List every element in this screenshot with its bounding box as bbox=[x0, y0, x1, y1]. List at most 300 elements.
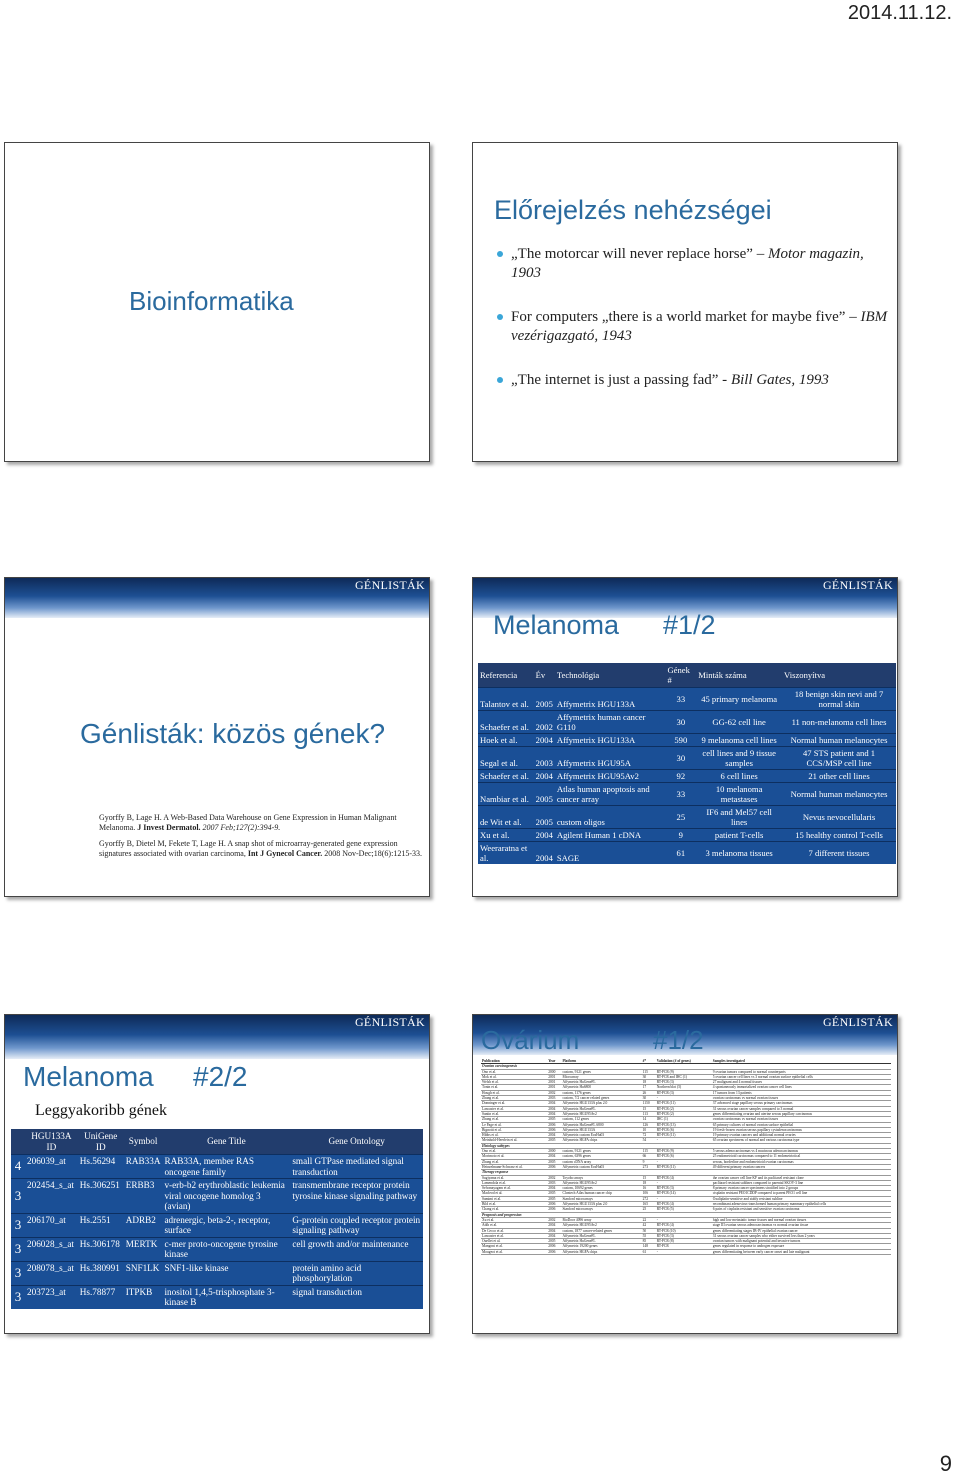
table-cell: custom cDNA array bbox=[561, 1159, 641, 1164]
slide-number-label: #1/2 bbox=[653, 1025, 704, 1055]
table-cell: 206039_at bbox=[25, 1155, 78, 1179]
table-cell: Segal et al. bbox=[478, 747, 534, 770]
table-cell: De Cecco et al. bbox=[481, 1228, 547, 1233]
table-cell: Xu et al. bbox=[481, 1217, 547, 1222]
table-cell: 2005 bbox=[547, 1196, 561, 1201]
header-band: GÉNLISTÁK bbox=[473, 1015, 897, 1055]
table-cell: GG-62 cell line bbox=[696, 711, 782, 734]
table-cell: Affymetrix HuGeneFL bbox=[561, 1106, 641, 1111]
table-cell: 15 bbox=[642, 1106, 656, 1111]
table-cell: Normal human melanocytes bbox=[782, 734, 896, 747]
table-row bbox=[11, 1285, 423, 1309]
table-cell: Affymetrix HGU133A plus 2.0 bbox=[561, 1101, 641, 1106]
table-cell: ERBB3 bbox=[124, 1179, 163, 1214]
table-cell: cisplatin resistant PEO1CDDP compared to parent PEO1 cell line bbox=[712, 1191, 891, 1196]
table-cell: 126 bbox=[642, 1122, 656, 1127]
table-cell: 2004 bbox=[547, 1186, 561, 1191]
table-cell: adrenergic, beta-2-, receptor, surface bbox=[162, 1213, 290, 1237]
table-cell: 2005 bbox=[547, 1117, 561, 1122]
reference-item: Gyorffy B, Lage H. A Web-Based Data Warehouse on Gene Expression in Human Malignant Melanoma. J Invest Dermatol. 2007 Feb;127(2):394-9. bbox=[99, 813, 397, 832]
column-header-blank bbox=[11, 1129, 25, 1155]
table-cell: 37 advanced stage papillary serous primary carcinomas bbox=[712, 1101, 891, 1106]
table-cell: - bbox=[656, 1096, 712, 1101]
slide-title: Génlisták: közös gének? bbox=[80, 718, 386, 749]
table-cell: RT-PCR (3) bbox=[656, 1080, 712, 1085]
table-cell: - bbox=[656, 1217, 712, 1222]
table-cell: 55 bbox=[642, 1233, 656, 1238]
table-cell: Normal human melanocytes bbox=[782, 783, 896, 806]
header-band: GÉNLISTÁK bbox=[5, 1015, 429, 1059]
table-cell: Affymetrix HGU133A plus 2.0 bbox=[561, 1202, 641, 1207]
table-cell: 2005 bbox=[547, 1159, 561, 1164]
table-cell: RT-PCR (13) bbox=[656, 1122, 712, 1127]
table-cell: 2004 bbox=[547, 1133, 561, 1138]
table-cell: Hibbs et al. bbox=[481, 1133, 547, 1138]
table-cell: 9 bbox=[665, 829, 696, 842]
slide-title: Melanoma bbox=[493, 610, 620, 640]
table-cell: the ovarian cancer cell line KF and its paclitaxel resistant clone bbox=[712, 1175, 891, 1180]
table-cell: 2004 bbox=[547, 1233, 561, 1238]
slide-bioinformatika bbox=[4, 142, 430, 462]
table-cell: 2003 bbox=[547, 1180, 561, 1185]
table-cell: IF6 and Mel57 cell lines bbox=[696, 806, 782, 829]
occurrence-count: 3 bbox=[11, 1179, 25, 1214]
table-cell: 2001 bbox=[547, 1074, 561, 1079]
table-cell: 9 melanoma cell lines bbox=[696, 734, 782, 747]
table-cell: RT-PCR (10) bbox=[656, 1228, 712, 1233]
table-cell: 65 primary cultures of normal ovarian surface epithelial bbox=[712, 1122, 891, 1127]
table-cell: Hs.306178 bbox=[78, 1237, 124, 1261]
table-cell: 2002 bbox=[547, 1217, 561, 1222]
bullet-icon bbox=[497, 251, 503, 257]
table-cell: 66 bbox=[642, 1154, 656, 1159]
table-cell: 2006 bbox=[547, 1249, 561, 1254]
table-cell: 2006 bbox=[547, 1244, 561, 1249]
table-cell: 206170_at bbox=[25, 1213, 78, 1237]
table-cell: 33 bbox=[665, 783, 696, 806]
table-cell: 2006 bbox=[547, 1202, 561, 1207]
table-cell: SNF1-like kinase bbox=[162, 1261, 290, 1285]
table-cell: 2004 bbox=[547, 1228, 561, 1233]
table-cell: 4 spontaneously immortalized ovarian cancer cell lines bbox=[712, 1085, 891, 1090]
table-cell: Zhang et al. bbox=[481, 1159, 547, 1164]
column-header: HGU133A ID bbox=[25, 1129, 78, 1155]
table-cell: 106 bbox=[642, 1191, 656, 1196]
table-cell: 2000 bbox=[547, 1069, 561, 1074]
table-cell: 18 bbox=[642, 1080, 656, 1085]
bullet-icon bbox=[497, 377, 503, 383]
table-cell: 1150 bbox=[642, 1101, 656, 1106]
table-cell: 273 bbox=[642, 1164, 656, 1169]
table-cell: Mok et al. bbox=[481, 1074, 547, 1079]
table-cell: 9 ovarian tumors compared to normal counterparts bbox=[712, 1069, 891, 1074]
table-cell: 5 ovarian cancer cell lines vs 3 normal ovarian surface epithelial cells bbox=[712, 1074, 891, 1079]
table-cell: 2004 bbox=[535, 771, 553, 781]
table-cell: RT-PCR (2) bbox=[656, 1106, 712, 1111]
table-cell: Hs.56294 bbox=[78, 1155, 124, 1179]
table-cell: RT-PCR (11) bbox=[656, 1133, 712, 1138]
table-cell: ovarian carcinomas vs normal ovarian tissues bbox=[712, 1096, 891, 1101]
table-row bbox=[478, 806, 896, 829]
table-cell: 18 bbox=[642, 1180, 656, 1185]
table-cell: 2005 bbox=[547, 1138, 561, 1143]
table-cell: small GTPase mediated signal transduction bbox=[290, 1155, 423, 1179]
table-cell: 165 bbox=[642, 1202, 656, 1207]
table-cell: RAB33A, member RAS oncogene family bbox=[162, 1155, 290, 1179]
table-cell: genes regulated in response to androgen exposure bbox=[712, 1244, 891, 1249]
reference-item: Gyorffy B, Dietel M, Fekete T, Lage H. A snap shot of microarray-generated gene expression signatures associated with ovarian carcinoma, Int J Gynecol Cancer. 2008 Nov-Dec;18(6):1215-33. bbox=[99, 839, 422, 858]
table-cell: 50 bbox=[642, 1228, 656, 1233]
melanoma-studies-table bbox=[478, 663, 896, 864]
table-cell: 54 bbox=[642, 1138, 656, 1143]
table-cell: 202454_s_at bbox=[25, 1179, 78, 1214]
table-cell: RT-PCR (4) bbox=[656, 1223, 712, 1228]
table-cell: 92 bbox=[665, 770, 696, 783]
frequent-genes-table bbox=[11, 1129, 423, 1309]
table-cell: 15 healthy control T-cells bbox=[782, 829, 896, 842]
header-band: GÉNLISTÁK bbox=[5, 578, 429, 618]
table-cell: Meinhold-Heerlein et al. bbox=[481, 1138, 547, 1143]
table-cell: Affymetrix HuGeneFL bbox=[561, 1239, 641, 1244]
table-cell: Schaefer et al. bbox=[478, 770, 534, 783]
table-cell: 19 primary ovarian cancers and additional normal ovaries bbox=[712, 1133, 891, 1138]
table-cell: RT-PCR (9) bbox=[656, 1149, 712, 1154]
table-cell: Hs.380991 bbox=[78, 1261, 124, 1285]
table-cell: 2002 bbox=[547, 1090, 561, 1095]
table-cell: 30 bbox=[642, 1096, 656, 1101]
table-cell: patient T-cells bbox=[696, 829, 782, 842]
header-band: GÉNLISTÁK bbox=[473, 578, 897, 618]
table-cell: Lancaster et al. bbox=[481, 1233, 547, 1238]
table-cell: Zhang et al. bbox=[481, 1117, 547, 1122]
table-cell: Nambiar et al. bbox=[478, 783, 534, 806]
table-cell: Affymetrix HGU133A bbox=[555, 688, 666, 711]
page-number: 9 bbox=[939, 1451, 952, 1476]
table-cell: 72 bbox=[642, 1133, 656, 1138]
table-cell: 2001 bbox=[547, 1085, 561, 1090]
table-cell: cell lines and 9 tissue samples bbox=[696, 747, 782, 770]
section-label: Prognosis and progression bbox=[481, 1212, 891, 1217]
table-cell: 18 benign skin nevi and 7 normal skin bbox=[782, 688, 896, 711]
table-cell: 2003 bbox=[534, 747, 555, 770]
table-cell: Affymetrix HGFA chips bbox=[561, 1249, 641, 1254]
table-cell: Microarray bbox=[561, 1074, 641, 1079]
table-cell: 2004 bbox=[547, 1154, 561, 1159]
table-cell: 206028_s_at bbox=[25, 1237, 78, 1261]
table-cell: Hs.78877 bbox=[78, 1285, 124, 1309]
column-header: Referencia bbox=[478, 663, 534, 688]
table-cell: RT-PCR (2) bbox=[656, 1111, 712, 1116]
table-cell: - bbox=[656, 1159, 712, 1164]
table-cell: 19 fresh-frozen ovarian serous papillary cystadenocarcinomas bbox=[712, 1127, 891, 1132]
date-header: 2014.11.12. bbox=[847, 2, 952, 24]
table-cell: de Wit et al. bbox=[478, 806, 534, 829]
table-cell: Ono et al. bbox=[481, 1149, 547, 1154]
table-cell: Affymetrix HGU95A bbox=[555, 747, 666, 770]
table-cell: Tonin et al. bbox=[481, 1085, 547, 1090]
table-cell: 25 bbox=[665, 806, 696, 829]
table-cell: 2004 bbox=[547, 1223, 561, 1228]
table-cell: serous, borderline and endometrioid ovarian carcinomas bbox=[712, 1159, 891, 1164]
column-header: Gene Ontology bbox=[290, 1129, 423, 1155]
table-cell: Santin et al. bbox=[481, 1111, 547, 1116]
table-cell: 5 serous adenocarcinomas vs 4 mucinous adenocarcinomas bbox=[712, 1149, 891, 1154]
table-cell: 7 different tissues bbox=[782, 842, 896, 865]
table-cell: 2004 bbox=[535, 830, 553, 840]
table-cell: ADRB2 bbox=[124, 1213, 163, 1237]
slide-prediction-difficulties bbox=[472, 142, 898, 462]
table-cell: 2006 bbox=[547, 1164, 561, 1169]
table-cell: Affymetrix HGU95Av2 bbox=[561, 1223, 641, 1228]
table-cell: 10 bbox=[642, 1127, 656, 1132]
table-cell: 2006 bbox=[547, 1127, 561, 1132]
table-cell: SAGE bbox=[555, 842, 666, 865]
table-cell: transmembrane receptor protein tyrosine kinase signaling pathway bbox=[290, 1179, 423, 1214]
table-cell: 25 bbox=[642, 1207, 656, 1212]
table-cell: Zhang et al. bbox=[481, 1096, 547, 1101]
table-cell: Schaefer et al. bbox=[478, 711, 534, 734]
table-cell: custom, 6396 genes bbox=[561, 1154, 641, 1159]
table-cell: Affymetrix HuGeneFL bbox=[561, 1080, 641, 1085]
table-cell: Macleod et al. bbox=[481, 1191, 547, 1196]
table-row bbox=[478, 711, 896, 734]
table-cell: Atlas human apoptosis and cancer array bbox=[555, 783, 666, 806]
table-cell: Affymetrix custom EosHu03 bbox=[561, 1164, 641, 1169]
table-cell: v-erb-b2 erythroblastic leukemia viral oncogene homolog 3 (avian) bbox=[162, 1179, 290, 1214]
column-header: Year bbox=[547, 1059, 561, 1064]
table-cell: Affymetrix 19200 genes bbox=[561, 1244, 641, 1249]
ovarian-studies-table bbox=[481, 1059, 891, 1255]
table-cell: Affymetrix HGU95Av2 bbox=[555, 770, 666, 783]
table-cell: Affymetrix HGU95Av2 bbox=[561, 1180, 641, 1185]
table-cell: 31 serous ovarian cancer samples who either survived less than 2 years bbox=[712, 1233, 891, 1238]
table-cell: 2005 bbox=[547, 1239, 561, 1244]
table-cell: 2002 bbox=[534, 711, 555, 734]
reference-list bbox=[99, 813, 429, 865]
table-cell: RT-PCR (6) bbox=[656, 1127, 712, 1132]
table-cell: 2004 bbox=[547, 1106, 561, 1111]
table-cell: Clontech Atlas human cancer chip bbox=[561, 1191, 641, 1196]
table-cell: BioDoor 4096 array bbox=[561, 1217, 641, 1222]
table-cell: G-protein coupled receptor protein signaling pathway bbox=[290, 1213, 423, 1237]
table-cell: 25 endometrioid carcinomas compared to 11 endometriotical bbox=[712, 1154, 891, 1159]
table-cell: 85 bbox=[642, 1239, 656, 1244]
column-header: Platform bbox=[561, 1059, 641, 1064]
table-cell: custom oligos bbox=[555, 806, 666, 829]
table-cell: 26 bbox=[642, 1090, 656, 1095]
table-cell: Weeraratna et al. bbox=[478, 842, 534, 865]
table-cell: MERTK bbox=[124, 1237, 163, 1261]
column-header: Publication bbox=[481, 1059, 547, 1064]
table-cell: genes differentiating ovarian and uterine serous papillary carcinomas bbox=[712, 1111, 891, 1116]
table-cell: 2000 bbox=[547, 1149, 561, 1154]
table-cell: Ono et al. bbox=[481, 1069, 547, 1074]
table-cell: custom, 7/2 cancer related genes bbox=[561, 1096, 641, 1101]
table-cell: 272 bbox=[642, 1196, 656, 1201]
table-cell: RT-PCR (9) bbox=[656, 1069, 712, 1074]
table-cell: Bignotti et al. bbox=[481, 1127, 547, 1132]
table-cell: RAB33A bbox=[124, 1155, 163, 1179]
table-cell: - bbox=[656, 1138, 712, 1143]
table-cell: Toyobo arrays bbox=[561, 1175, 641, 1180]
table-cell: 30 bbox=[642, 1074, 656, 1079]
table-cell: Morimoto et al. bbox=[481, 1154, 547, 1159]
slide-title: Melanoma bbox=[23, 1061, 154, 1092]
table-cell: 47 STS patient and 1 CCS/MSP cell line bbox=[782, 747, 896, 770]
quote-item: For computers „there is a world market for maybe five” – IBM vezérigazgató, 1943 bbox=[497, 308, 897, 346]
table-row bbox=[478, 688, 896, 711]
table-cell: Affymetrix Hu6800 bbox=[561, 1085, 641, 1090]
table-cell: 2006 bbox=[547, 1207, 561, 1212]
table-cell: 2004 bbox=[547, 1111, 561, 1116]
table-cell: 2001 bbox=[547, 1080, 561, 1085]
table-cell: 148 bbox=[642, 1244, 656, 1249]
quote-item: „The motorcar will never replace horse” – Motor magazin, 1903 bbox=[497, 245, 897, 283]
slide-melanoma-1 bbox=[472, 577, 898, 897]
table-cell: Northern blot (5) bbox=[656, 1085, 712, 1090]
table-cell: recombinant adenovirus-transformed human primary mammary epithelial cells bbox=[712, 1202, 891, 1207]
column-header: Gene Title bbox=[162, 1129, 290, 1155]
slide-melanoma-2 bbox=[4, 1014, 430, 1334]
section-label: Histology subtypes bbox=[481, 1143, 891, 1148]
table-cell: protein amino acid phosphorylation bbox=[290, 1261, 423, 1285]
column-header: #* bbox=[642, 1059, 656, 1064]
slide-title: Bioinformatika bbox=[129, 286, 294, 316]
table-cell: - bbox=[656, 1249, 712, 1254]
slide-title: Előrejelzés nehézségei bbox=[494, 195, 772, 225]
table-cell: 61 bbox=[665, 842, 696, 865]
slide-subtitle: Leggyakoribb gének bbox=[35, 1102, 167, 1119]
table-row bbox=[11, 1213, 423, 1237]
table-cell: ovarian tumors with malignant potential and invasive tumors bbox=[712, 1239, 891, 1244]
table-cell: 30 bbox=[665, 711, 696, 734]
table-cell: 30 bbox=[665, 747, 696, 770]
table-cell: Nevus nevocellularis bbox=[782, 806, 896, 829]
column-header: Minták száma bbox=[696, 663, 782, 688]
table-cell: 31 serous ovarian cancer samples compared to 3 normal bbox=[712, 1106, 891, 1111]
table-row bbox=[11, 1155, 423, 1179]
table-cell: Samimi et al. bbox=[481, 1196, 547, 1201]
table-cell: custom, 1176 genes bbox=[561, 1090, 641, 1095]
table-cell: RT-PCR (14) bbox=[656, 1191, 712, 1196]
table-cell: ovarian carcinomas vs normal ovarian tissues bbox=[712, 1117, 891, 1122]
table-cell: 2004 bbox=[547, 1101, 561, 1106]
table-cell: Le Page et al. bbox=[481, 1122, 547, 1127]
table-cell: 33 bbox=[665, 688, 696, 711]
table-cell: ITPKB bbox=[124, 1285, 163, 1309]
table-cell: Affymetrix HGFA chips bbox=[561, 1138, 641, 1143]
occurrence-count: 3 bbox=[11, 1261, 25, 1285]
table-cell: custom, 10692 genes bbox=[561, 1186, 641, 1191]
table-cell: - bbox=[656, 1196, 712, 1201]
table-cell: 10 melanoma metastases bbox=[696, 783, 782, 806]
table-cell: 2005 bbox=[534, 783, 555, 806]
bullet-icon bbox=[497, 314, 503, 320]
table-cell: 8 primary ovarian cancer specimens stratified into 2 groups bbox=[712, 1186, 891, 1191]
table-row bbox=[11, 1261, 423, 1285]
table-cell: 2005 bbox=[534, 806, 555, 829]
section-label: Ovarian carcinogenesis bbox=[481, 1064, 891, 1069]
table-cell: Lamendola et al. bbox=[481, 1180, 547, 1185]
table-cell: 2002 bbox=[547, 1175, 561, 1180]
table-cell: Affymetrix custom EosHu03 bbox=[561, 1133, 641, 1138]
table-cell: 2004 bbox=[535, 735, 553, 745]
table-cell: 6 cell lines bbox=[696, 770, 782, 783]
table-row bbox=[478, 783, 896, 806]
table-cell: 61 bbox=[642, 1249, 656, 1254]
table-cell: custom, 9121 genes bbox=[561, 1149, 641, 1154]
table-row bbox=[478, 829, 896, 842]
table-cell: RT-PCR (4) bbox=[656, 1175, 712, 1180]
table-cell: 2004 bbox=[534, 842, 555, 865]
slide-ovarium-1 bbox=[472, 1014, 898, 1334]
table-row bbox=[481, 1249, 891, 1254]
slide-genlists-common-genes bbox=[4, 577, 430, 897]
slide-title: Ovárium bbox=[481, 1025, 580, 1055]
table-cell: 2006 bbox=[547, 1122, 561, 1127]
column-header: Validation (# of genes) bbox=[656, 1059, 712, 1064]
table-cell: 6 pairs of cisplatin resistant and sensitive ovarian carcinoma bbox=[712, 1207, 891, 1212]
table-cell: Hough et al. bbox=[481, 1090, 547, 1095]
occurrence-count: 4 bbox=[11, 1155, 25, 1179]
table-cell: Lancaster et al. bbox=[481, 1106, 547, 1111]
table-cell: 17 bbox=[642, 1085, 656, 1090]
table-cell: 590 bbox=[665, 734, 696, 747]
table-cell: inositol 1,4,5-trisphosphate 3-kinase B bbox=[162, 1285, 290, 1309]
table-row bbox=[478, 747, 896, 770]
column-header: UniGene ID bbox=[78, 1129, 124, 1155]
table-cell: 115 bbox=[642, 1149, 656, 1154]
table-cell: c-mer proto-oncogene tyrosine kinase bbox=[162, 1237, 290, 1261]
table-cell: paclitaxel resistant sublines compared to parental SKOV-3 line bbox=[712, 1180, 891, 1185]
table-cell: custom, 1877 cancer-related genes bbox=[561, 1228, 641, 1233]
table-cell: Affymetrix HGU133A bbox=[555, 734, 666, 747]
table-cell: 11 non-melanoma cell lines bbox=[782, 711, 896, 734]
table-cell: RT-PCR (5) bbox=[656, 1207, 712, 1212]
table-cell: 27 malignant and 4 normal tissues bbox=[712, 1080, 891, 1085]
table-cell: 15 bbox=[642, 1175, 656, 1180]
column-header: Samples investigated bbox=[712, 1059, 891, 1064]
table-cell: Hs.2551 bbox=[78, 1213, 124, 1237]
table-cell: 113 bbox=[642, 1111, 656, 1116]
table-cell: 65 ovarian specimens of normal and various carcinoma type bbox=[712, 1138, 891, 1143]
table-cell: Welsh et al. bbox=[481, 1080, 547, 1085]
table-cell: 2005 bbox=[534, 688, 555, 711]
table-cell: Selvanayagam et al. bbox=[481, 1186, 547, 1191]
table-cell: Stanford microarrays bbox=[561, 1207, 641, 1212]
occurrence-count: 3 bbox=[11, 1237, 25, 1261]
table-cell: Donninger et al. bbox=[481, 1101, 547, 1106]
table-cell: RT-PCR (11) bbox=[656, 1164, 712, 1169]
quote-list bbox=[497, 245, 897, 415]
table-row bbox=[11, 1237, 423, 1261]
table-cell: RT-PCR (3) bbox=[656, 1090, 712, 1095]
table-cell: 203723_at bbox=[25, 1285, 78, 1309]
table-cell: Affymetrix HuGeneFL 6800 bbox=[561, 1122, 641, 1127]
table-cell: signal transduction bbox=[290, 1285, 423, 1309]
table-cell: high and low metastatic tumor tissues and normal ovarian tissues bbox=[712, 1217, 891, 1222]
table-cell: Xu et al. bbox=[478, 829, 534, 842]
table-cell: Adib et al. bbox=[481, 1223, 547, 1228]
table-cell: Hs.306251 bbox=[78, 1179, 124, 1214]
column-header: Symbol bbox=[124, 1129, 163, 1155]
table-cell: Talantov et al. bbox=[478, 688, 534, 711]
table-cell: Chang et al. bbox=[481, 1207, 547, 1212]
table-cell: 45 primary melanoma bbox=[696, 688, 782, 711]
table-cell: genes differentiating stages IB-IV epithelial ovarian cancer bbox=[712, 1228, 891, 1233]
table-cell: 115 bbox=[642, 1069, 656, 1074]
table-cell: Affymetrix HGU133A bbox=[561, 1127, 641, 1132]
